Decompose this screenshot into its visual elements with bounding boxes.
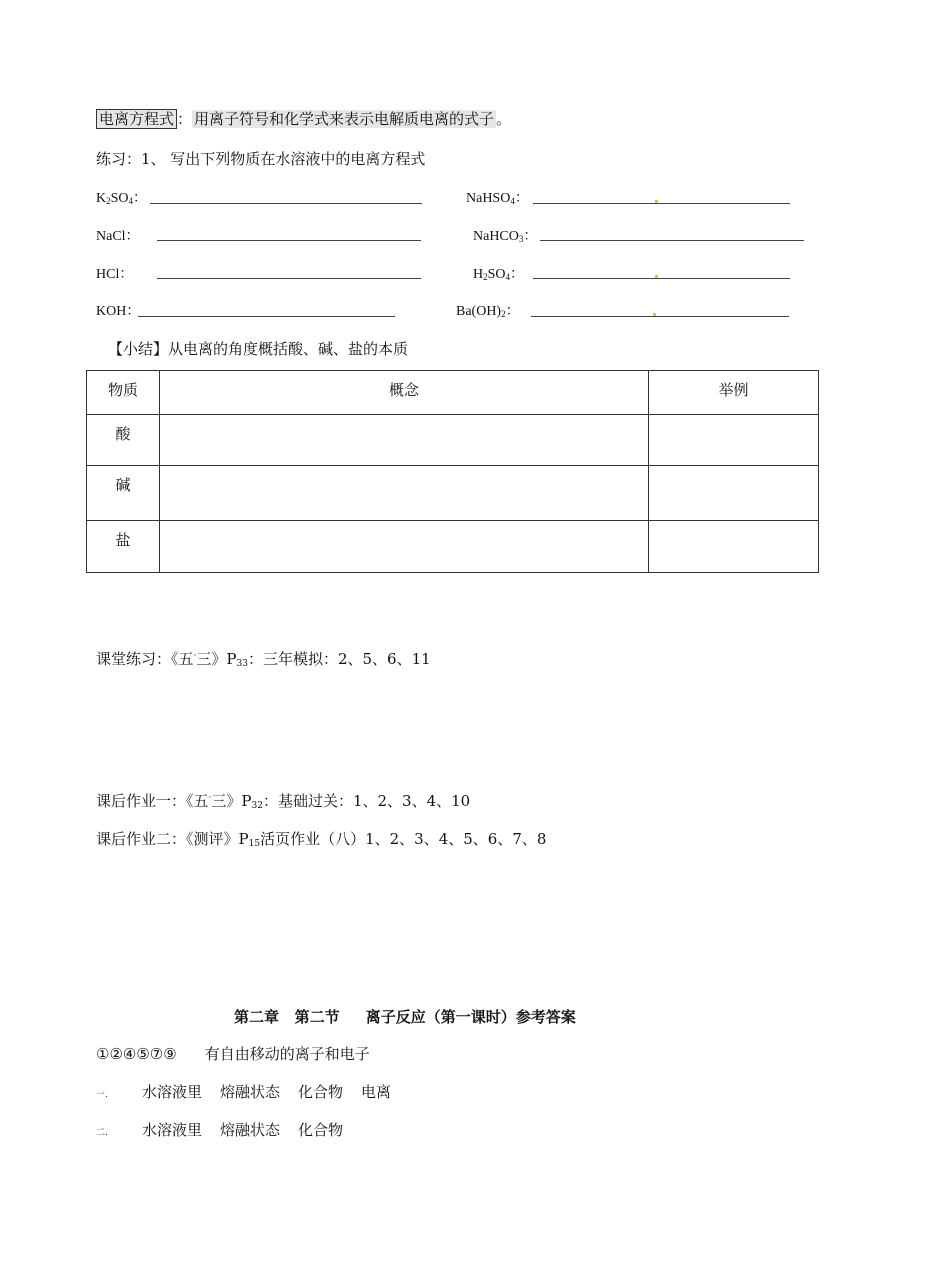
homework-one: 课后作业一：《五·三》$P_{32}$：基础过关：1、2、3、4、10 — [96, 792, 471, 811]
cell-concept-base[interactable] — [160, 466, 649, 521]
answer-blank-hcl[interactable] — [157, 278, 421, 279]
exercise-title: 练习：1、 写出下列物质在水溶液中的电离方程式 — [96, 150, 426, 168]
answer-line-2: 一. 水溶液里 熔融状态 化合物 电离 — [96, 1083, 392, 1101]
header-substance: 物质 — [87, 371, 160, 415]
cell-example-acid[interactable] — [649, 415, 819, 466]
answer-blank-nahco3[interactable] — [540, 240, 804, 241]
list-marker: 二. — [96, 1128, 108, 1138]
formula-baoh2: $Ba(OH)_2$： — [456, 304, 520, 319]
formula-h2so4: $H_2SO_4$： — [473, 267, 525, 282]
cell-concept-acid[interactable] — [160, 415, 649, 466]
table-row — [87, 521, 819, 573]
definition-end: 。 — [496, 110, 512, 128]
answer-line-1 — [96, 1043, 370, 1064]
answer-blank-k2so4[interactable] — [150, 203, 422, 204]
table-row — [87, 466, 819, 521]
answer-blank-baoh2[interactable] — [531, 316, 789, 317]
row-label-salt: 盐 — [87, 521, 160, 573]
answer-text: 有自由移动的离子和电子 — [204, 1045, 370, 1063]
answer-blank-nahso4[interactable] — [533, 203, 790, 204]
mark-dot — [655, 275, 658, 278]
formula-nahso4: NaHSO$_4$： — [466, 191, 529, 206]
cell-concept-salt[interactable] — [160, 521, 649, 573]
formula-hcl: HCl： — [96, 267, 134, 282]
homework-two: 课后作业二：《测评》$P_{15}$活页作业（八）1、2、3、4、5、6、7、8 — [96, 830, 547, 849]
table-row — [87, 415, 819, 466]
cell-example-base[interactable] — [649, 466, 819, 521]
definition-colon: ： — [177, 110, 193, 128]
definition-text: 用离子符号和化学式来表示电解质电离的式子 — [194, 110, 495, 128]
answer-numbers: ①②④⑤⑦⑨ — [96, 1045, 177, 1063]
summary-title: 【小结】从电离的角度概括酸、碱、盐的本质 — [108, 340, 409, 358]
class-practice: 课堂练习：《五·三》$P_{33}$：三年模拟：2、5、6、11 — [96, 650, 431, 669]
answer-line-3: 二. 水溶液里 熔融状态 化合物 — [96, 1121, 344, 1139]
formula-nahco3: NaHCO$_3$： — [473, 229, 538, 244]
header-concept: 概念 — [160, 371, 649, 415]
cell-example-salt[interactable] — [649, 521, 819, 573]
mark-dot — [653, 313, 656, 316]
answer-title: 第二章 第二节 离子反应（第一课时）参考答案 — [234, 1008, 576, 1026]
answer-blank-h2so4[interactable] — [533, 278, 790, 279]
row-label-acid: 酸 — [87, 415, 160, 466]
header-example: 举例 — [649, 371, 819, 415]
list-marker: 一. — [96, 1090, 108, 1100]
definition-line — [96, 108, 511, 129]
row-label-base: 碱 — [87, 466, 160, 521]
answer-blank-koh[interactable] — [138, 316, 395, 317]
summary-table — [86, 370, 819, 573]
formula-nacl: NaCl： — [96, 229, 140, 244]
definition-term: 电离方程式 — [96, 109, 177, 129]
formula-koh: KOH： — [96, 304, 141, 319]
formula-k2so4: $K_2SO_4$： — [96, 191, 148, 206]
table-header-row — [87, 371, 819, 415]
mark-dot — [655, 200, 658, 203]
answer-blank-nacl[interactable] — [157, 240, 421, 241]
